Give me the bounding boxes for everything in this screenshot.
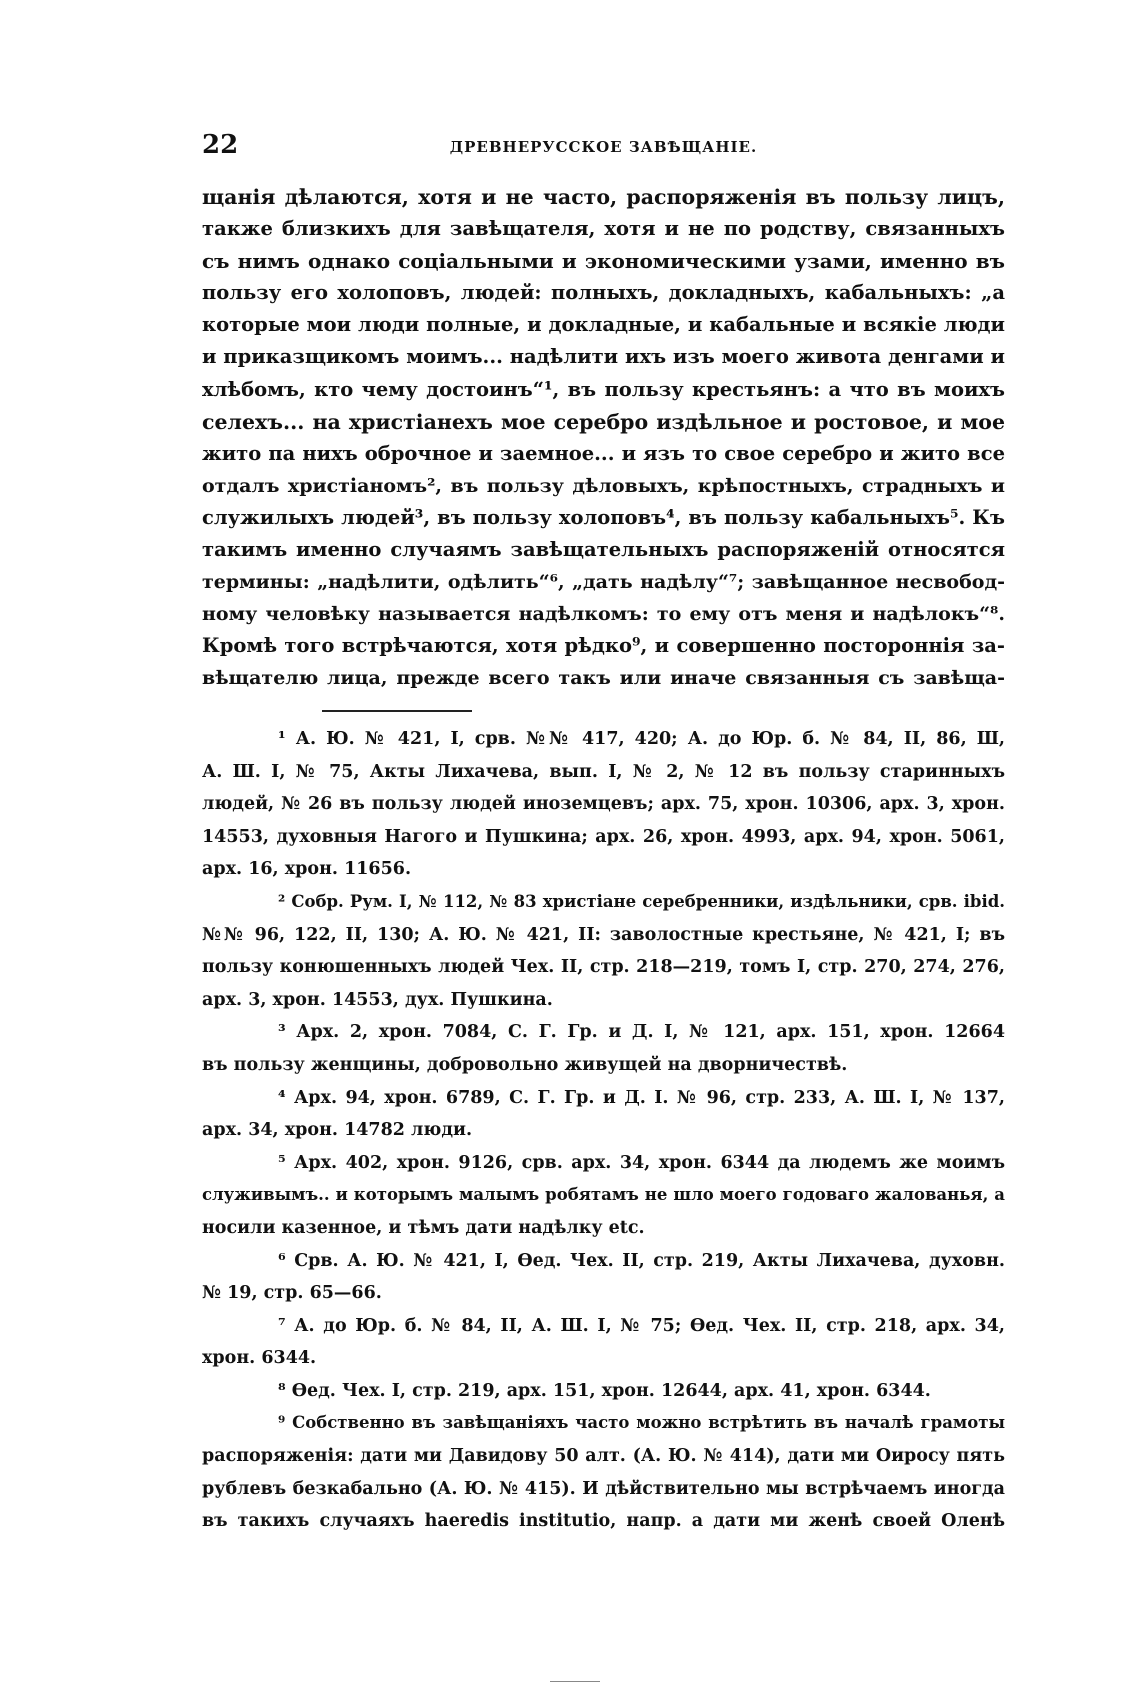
footnote-line: № 19, стр. 65—66. bbox=[202, 1283, 382, 1304]
footnote-line: арх. 3, хрон. 14553, дух. Пушкина. bbox=[202, 989, 553, 1010]
footnote-line: въ такихъ случаяхъ haeredis institutio, напр. а дати ми женѣ своей Оленѣ bbox=[202, 1511, 1005, 1532]
footnotes bbox=[202, 723, 1005, 1538]
main-text bbox=[202, 181, 1005, 695]
running-title: ДРЕВНЕРУССКОЕ ЗАВѢЩАНІЕ. bbox=[449, 138, 758, 156]
footnote-line: людей, № 26 въ пользу людей иноземцевъ; арх. 75, хрон. 10306, арх. 3, хрон. bbox=[202, 794, 1005, 815]
footnote-line: №№ 96, 122, II, 130; А. Ю. № 421, II: заволостные крестьяне, № 421, I; въ bbox=[202, 924, 1005, 945]
footnote-separator bbox=[322, 710, 472, 712]
footnote-line: въ пользу женщины, добровольно живущей на дворничествѣ. bbox=[202, 1054, 848, 1075]
text-line: пользу его холоповъ, людей: полныхъ, докладныхъ, кабальныхъ: „а bbox=[202, 281, 1005, 305]
footnote-line: распоряженія: дати ми Давидову 50 алт. (А. Ю. № 414), дати ми Оиросу пять bbox=[202, 1446, 1005, 1467]
text-line: термины: „надѣлити, одѣлить“⁶, „дать надѣлу“⁷; завѣщанное несвобод- bbox=[202, 571, 1005, 594]
page-bottom-mark bbox=[550, 1681, 600, 1682]
text-line: селехъ... на христіанехъ мое серебро издѣльное и ростовое, и мое bbox=[202, 409, 1005, 434]
text-line: которые мои люди полные, и докладные, и кабальные и всякіе люди bbox=[202, 313, 1005, 337]
footnote-line: ⁵ Арх. 402, хрон. 9126, срв. арх. 34, хрон. 6344 да людемъ же моимъ bbox=[278, 1152, 1005, 1173]
text-line: съ нимъ однако соціальными и экономическими узами, именно въ bbox=[202, 249, 1005, 274]
text-line: щанія дѣлаются, хотя и не часто, распоряженія въ пользу лицъ, bbox=[202, 185, 1005, 209]
footnote-line: ⁶ Срв. А. Ю. № 421, I, Ѳед. Чех. II, стр. 219, Акты Лихачева, духовн. bbox=[278, 1250, 1005, 1271]
text-line: вѣщателю лица, прежде всего такъ или иначе связанныя съ завѣща- bbox=[202, 667, 1005, 690]
footnote-line: ⁹ Собственно въ завѣщаніяхъ часто можно встрѣтить въ началѣ грамоты bbox=[278, 1413, 1005, 1433]
text-line: Кромѣ того встрѣчаются, хотя рѣдко⁹, и совершенно постороннія за- bbox=[202, 634, 1005, 658]
footnote-line: служивымъ.. и которымъ малымъ робятамъ не шло моего годоваго жалованья, а bbox=[202, 1185, 1005, 1205]
footnote-line: рублевъ безкабально (А. Ю. № 415). И дѣйствительно мы встрѣчаемъ иногда bbox=[202, 1478, 1005, 1499]
text-line: отдалъ христіаномъ², въ пользу дѣловыхъ, крѣпостныхъ, страдныхъ и bbox=[202, 474, 1005, 497]
footnote-line: ³ Арх. 2, хрон. 7084, С. Г. Гр. и Д. I, № 121, арх. 151, хрон. 12664 bbox=[278, 1022, 1005, 1043]
footnote-line: ² Собр. Рум. I, № 112, № 83 христiане серебренники, издѣльники, срв. ibid. bbox=[278, 891, 1005, 911]
text-line: хлѣбомъ, кто чему достоинъ“¹, въ пользу крестьянъ: а что въ моихъ bbox=[202, 377, 1005, 401]
footnote-line: ⁴ Арх. 94, хрон. 6789, С. Г. Гр. и Д. I. № 96, стр. 233, А. Ш. I, № 137, bbox=[278, 1087, 1005, 1108]
footnote-line: хрон. 6344. bbox=[202, 1348, 317, 1369]
text-line: служилыхъ людей³, въ пользу холоповъ⁴, въ пользу кабальныхъ⁵. Къ bbox=[202, 505, 1005, 529]
footnote-line: 14553, духовныя Нагого и Пушкина; арх. 26, хрон. 4993, арх. 94, хрон. 5061, bbox=[202, 826, 1005, 847]
page-header bbox=[202, 130, 1005, 170]
text-line: также близкихъ для завѣщателя, хотя и не по родству, связанныхъ bbox=[202, 217, 1005, 241]
footnote-line: арх. 16, хрон. 11656. bbox=[202, 859, 412, 880]
text-line: ному человѣку называется надѣлкомъ: то ему отъ меня и надѣлокъ“⁸. bbox=[202, 603, 1005, 626]
page-number: 22 bbox=[202, 130, 239, 160]
footnote-line: ¹ А. Ю. № 421, I, срв. №№ 417, 420; А. до Юр. б. № 84, II, 86, Ш, bbox=[278, 729, 1005, 749]
footnote-line: пользу конюшенныхъ людей Чех. II, стр. 218—219, томъ I, стр. 270, 274, 276, bbox=[202, 957, 1005, 978]
text-line: такимъ именно случаямъ завѣщательныхъ распоряженій относятся bbox=[202, 538, 1005, 562]
text-line: жито па нихъ оброчное и заемное... и язъ то свое серебро и жито все bbox=[202, 441, 1005, 465]
footnote-line: ⁷ А. до Юр. б. № 84, II, А. Ш. I, № 75; Ѳед. Чех. II, стр. 218, арх. 34, bbox=[278, 1315, 1005, 1336]
footnote-line: А. Ш. I, № 75, Акты Лихачева, вып. I, № 2, № 12 въ пользу старинныхъ bbox=[202, 761, 1005, 782]
footnote-line: арх. 34, хрон. 14782 люди. bbox=[202, 1120, 473, 1141]
footnote-line: носили казенное, и тѣмъ дати надѣлку etc. bbox=[202, 1217, 645, 1238]
footnote-line: ⁸ Ѳед. Чех. I, стр. 219, арх. 151, хрон. 12644, арх. 41, хрон. 6344. bbox=[278, 1380, 931, 1401]
text-line: и приказщикомъ моимъ... надѣлити ихъ изъ моего живота денгами и bbox=[202, 345, 1005, 369]
